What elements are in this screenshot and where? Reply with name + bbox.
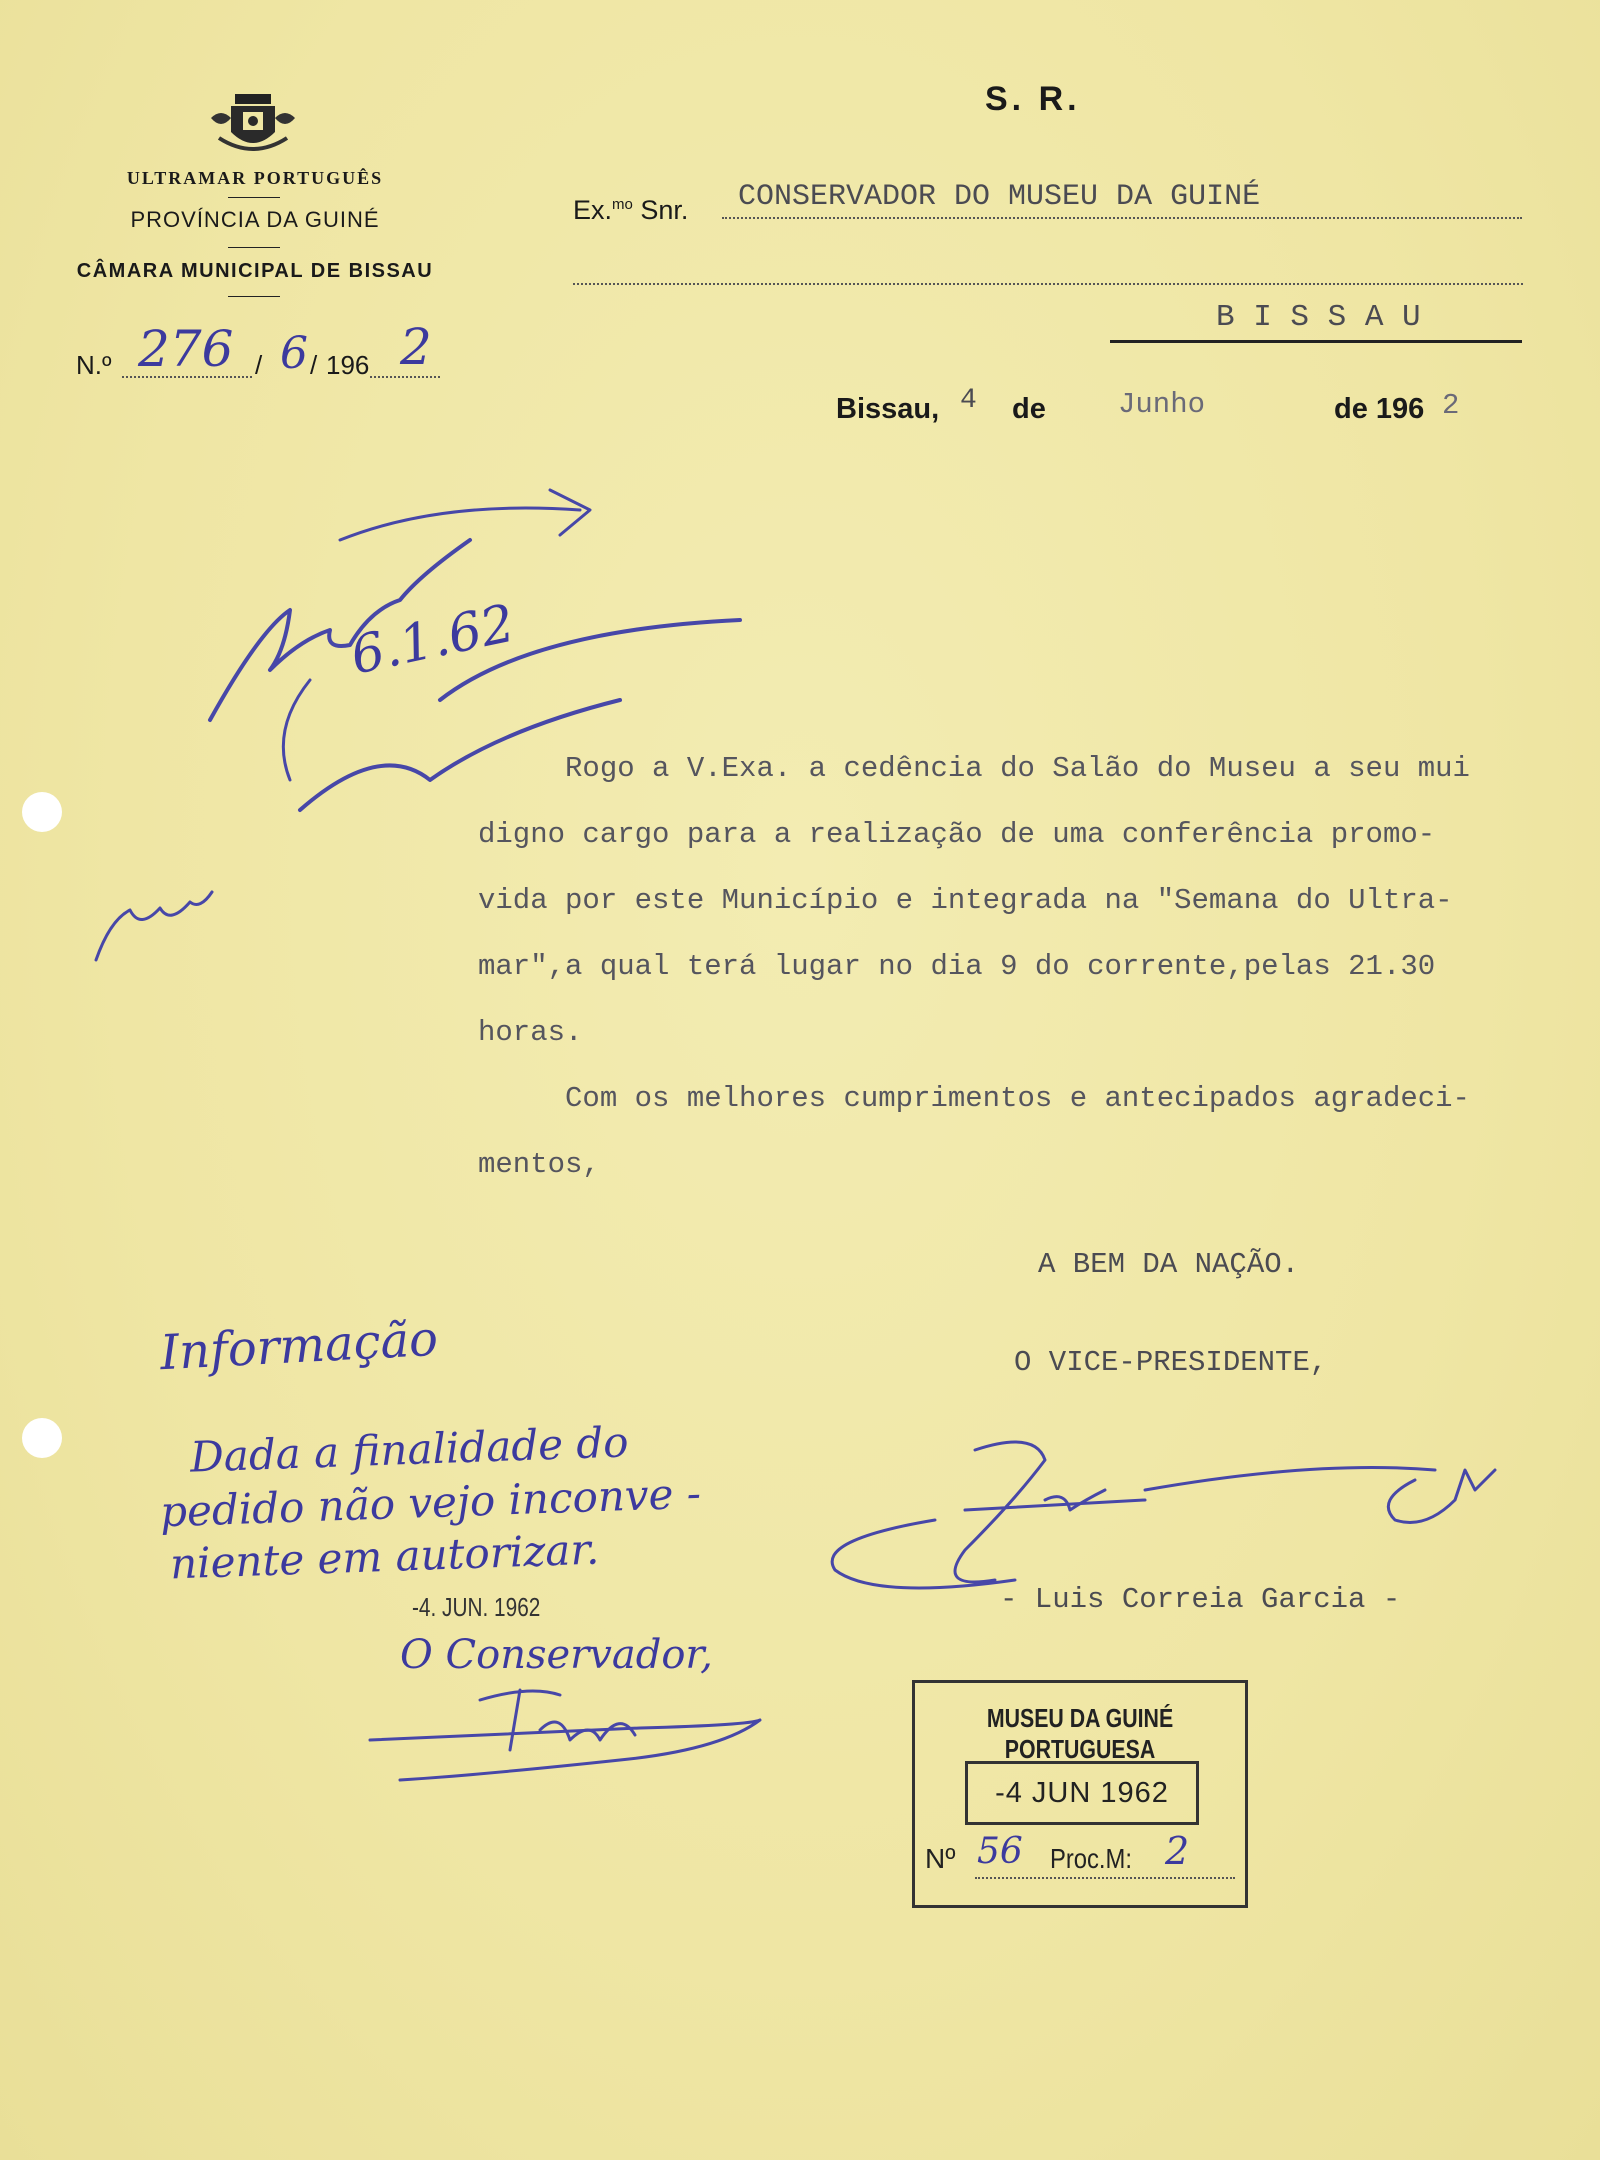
closing-motto: A BEM DA NAÇÃO.: [1038, 1248, 1300, 1281]
date-month: Junho: [1118, 388, 1206, 421]
info-line: niente em autorizar.: [169, 1524, 600, 1589]
info-line: Dada a finalidade do: [189, 1417, 630, 1482]
ref-prefix: N.º: [76, 350, 112, 380]
stamp-date-box: [965, 1761, 1199, 1825]
body-line: vida por este Município e integrada na "Semana do Ultra-: [478, 884, 1453, 917]
body-line: mar",a qual terá lugar no dia 9 do corrente,pelas 21.30: [478, 950, 1436, 983]
addressee-city: B I S S A U: [1216, 300, 1421, 335]
body-line: mentos,: [478, 1148, 600, 1181]
date-day: 4: [960, 385, 977, 416]
date-place: Bissau,: [836, 393, 940, 425]
salutation: Ex.$^{mo}$ Snr.: [573, 195, 689, 225]
body-line: Com os melhores cumprimentos e antecipados agradeci-: [478, 1082, 1470, 1115]
punch-hole-bottom: [22, 1418, 62, 1458]
sr-label: S. R.: [985, 80, 1081, 118]
addressee-dotline: [722, 217, 1522, 219]
stamp-no-value: 56: [977, 1831, 1023, 1872]
receipt-stamp: [912, 1680, 1248, 1908]
ref-sep: /: [310, 350, 318, 380]
closing-title: O VICE-PRESIDENTE,: [1014, 1346, 1328, 1379]
body-line: Rogo a V.Exa. a cedência do Salão do Museu a seu mui: [478, 752, 1470, 785]
coat-of-arms-icon: [205, 88, 301, 160]
info-line: pedido não vejo inconve -: [159, 1468, 702, 1537]
date-de: de: [1012, 393, 1046, 425]
ref-number: 276: [138, 320, 234, 378]
ref-sep: /: [255, 350, 263, 380]
date-year-prefix: de 196: [1334, 393, 1425, 425]
divider: [228, 296, 280, 297]
marginal-initials: [90, 880, 220, 970]
body-line: digno cargo para a realização de uma conferência promo-: [478, 818, 1436, 851]
addressee: CONSERVADOR DO MUSEU DA GUINÉ: [738, 180, 1261, 214]
info-signoff: O Conservador,: [400, 1632, 713, 1678]
date-year-digit: 2: [1442, 389, 1460, 422]
ref-month: 6: [280, 328, 308, 379]
punch-hole-top: [22, 792, 62, 832]
letter-body: [478, 736, 1470, 1198]
marginal-note-date: 6.1.62: [345, 593, 520, 687]
letterhead-line3: CÂMARA MUNICIPAL DE BISSAU: [76, 260, 434, 282]
stamp-date: -4 JUN 1962: [995, 1777, 1169, 1809]
divider: [228, 197, 280, 198]
city-underline: [1110, 340, 1522, 343]
letterhead-line1: ULTRAMAR PORTUGUÊS: [126, 168, 384, 188]
letterhead-line2: PROVÍNCIA DA GUINÉ: [130, 207, 380, 232]
body-line: horas.: [478, 1016, 583, 1049]
ref-dotline: [370, 376, 440, 378]
stamp-proc-value: 2: [1165, 1829, 1190, 1873]
divider: [228, 247, 280, 248]
stamp-no-label: Nº: [925, 1843, 956, 1874]
stamp-dotline: [975, 1877, 1235, 1879]
info-date-stamp: -4. JUN. 1962: [412, 1592, 541, 1622]
address-dotline: [573, 283, 1523, 285]
conservador-signature: [360, 1680, 780, 1790]
signer-name: - Luis Correia Garcia -: [1000, 1583, 1401, 1616]
ref-year-hand: 2: [400, 318, 432, 376]
info-heading: Informação: [158, 1310, 440, 1382]
stamp-title: MUSEU DA GUINÉ PORTUGUESA: [986, 1703, 1174, 1764]
stamp-proc-label: Proc.M:: [1050, 1843, 1132, 1874]
ref-year-printed: 196: [326, 350, 370, 380]
